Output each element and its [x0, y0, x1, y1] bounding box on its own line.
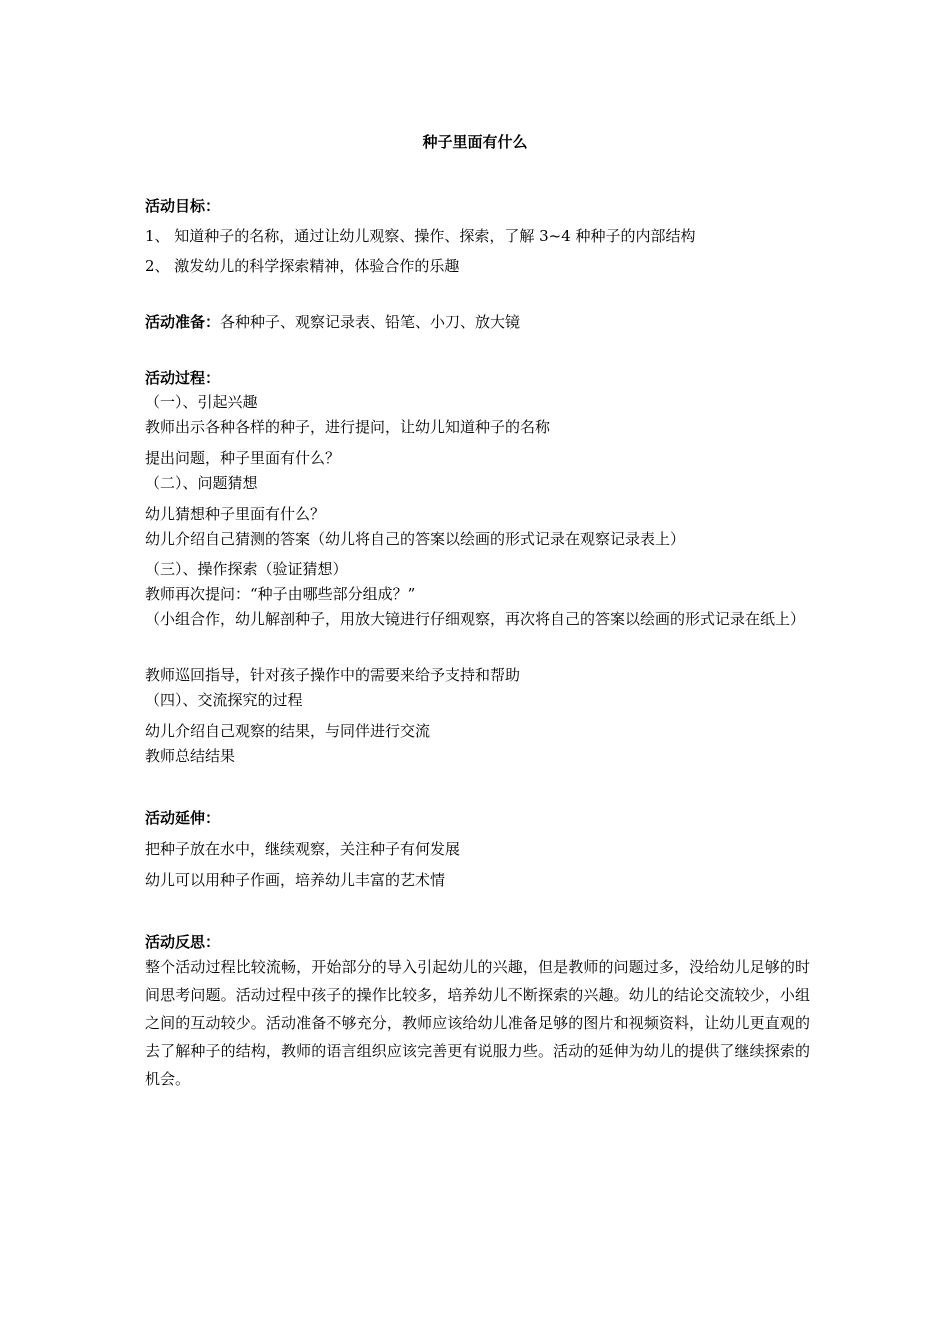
process-line: 提出问题，种子里面有什么？	[145, 449, 341, 467]
prep-heading: 活动准备：	[145, 313, 221, 331]
goal-item-2: 2、 激发幼儿的科学探索精神，体验合作的乐趣	[145, 257, 460, 275]
process-line: 教师总结结果	[145, 747, 236, 765]
extension-heading: 活动延伸：	[145, 809, 221, 827]
process-heading: 活动过程：	[145, 369, 221, 387]
prep-line	[145, 308, 520, 336]
reflection-heading: 活动反思：	[145, 933, 221, 951]
process-line: 教师再次提问：“种子由哪些部分组成？”	[145, 585, 416, 603]
process-line: 教师出示各种各样的种子，进行提问，让幼儿知道种子的名称	[145, 418, 551, 436]
process-line: （四）、交流探究的过程	[145, 691, 303, 709]
process-line: 幼儿猜想种子里面有什么？	[145, 505, 326, 523]
prep-text: 各种种子、观察记录表、铅笔、小刀、放大镜	[220, 313, 521, 331]
goal-item-1: 1、 知道种子的名称，通过让幼儿观察、操作、探索，了解 3~4 种种子的内部结构	[145, 227, 696, 245]
process-line: 幼儿介绍自己观察的结果，与同伴进行交流	[145, 722, 431, 740]
extension-line-1: 把种子放在水中，继续观察，关注种子有何发展	[145, 840, 461, 858]
process-line: （一）、引起兴趣	[145, 393, 258, 411]
document-title: 种子里面有什么	[422, 133, 528, 151]
reflection-paragraph: 整个活动过程比较流畅，开始部分的导入引起幼儿的兴趣，但是教师的问题过多，没给幼儿足够的时间思考问题。活动过程中孩子的操作比较多，培养幼儿不断探索的兴趣。幼儿的结论交流较少，小组之间的互动较少。活动准备不够充分，教师应该给幼儿准备足够的图片和视频资料，让幼儿更直观的去了解种子的结构，教师的语言组织应该完善更有说服力些。活动的延伸为幼儿的提供了继续探索的机会。	[145, 958, 810, 1088]
extension-line-2: 幼儿可以用种子作画，培养幼儿丰富的艺术情	[145, 871, 446, 889]
process-line: （二）、问题猜想	[145, 474, 258, 492]
process-line: 幼儿介绍自己猜测的答案（幼儿将自己的答案以绘画的形式记录在观察记录表上）	[145, 530, 686, 548]
process-paragraph: （小组合作，幼儿解剖种子，用放大镜进行仔细观察，再次将自己的答案以绘画的形式记录在纸上）	[145, 610, 806, 628]
goals-heading: 活动目标：	[145, 197, 221, 215]
process-line: 教师巡回指导，针对孩子操作中的需要来给予支持和帮助	[145, 666, 521, 684]
process-line: （三）、操作探索（验证猜想）	[145, 560, 348, 578]
